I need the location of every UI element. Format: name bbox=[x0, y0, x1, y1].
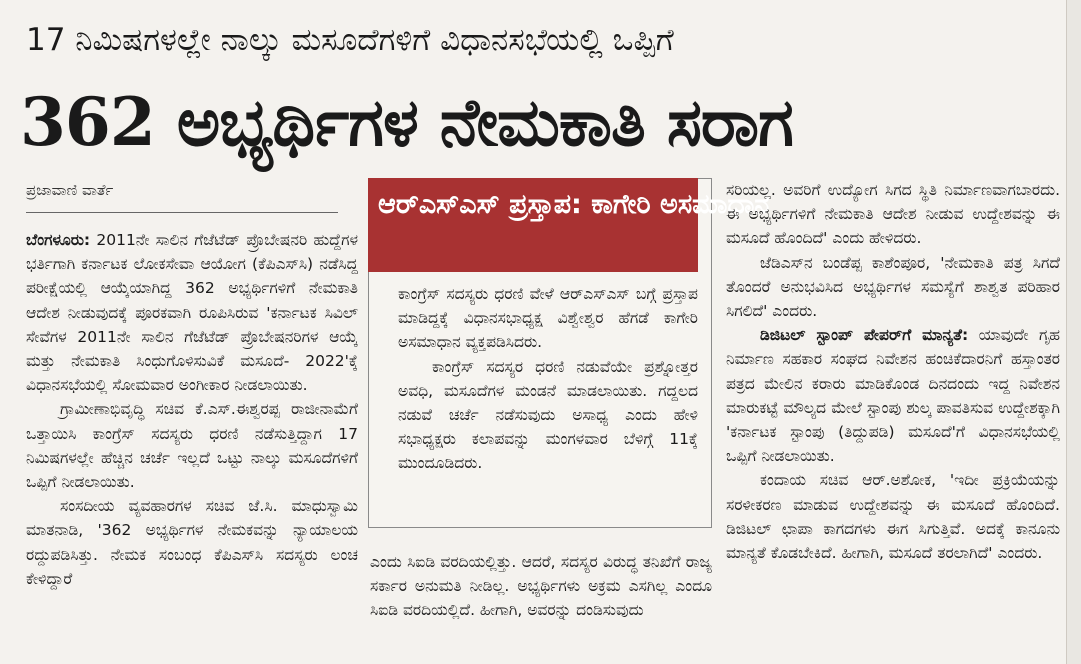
paragraph-text: 2011ನೇ ಸಾಲಿನ ಗೆಜೆಟೆಡ್ ಪ್ರೊಬೇಷನರಿ ಹುದ್ದೆಗಳ ಭರ್ತಿಗಾಗಿ ಕರ್ನಾಟಕ ಲೋಕಸೇವಾ ಆಯೋಗ (ಕೆಪಿಎಸ್‌ಸಿ) ನಡೆಸಿದ್ದ ಪರೀಕ್ಷೆಯಲ್ಲಿ ಆಯ್ಕೆಯಾಗಿದ್ದ 362 ಅಭ್ಯರ್ಥಿಗಳಿಗೆ ನೇಮಕಾತಿ ಆದೇಶ ನೀಡುವುದಕ್ಕೆ ಪೂರಕವಾಗಿ ರೂಪಿಸಿರುವ 'ಕರ್ನಾಟಕ ಸಿವಿಲ್ ಸೇವೆಗಳ 2011ನೇ ಸಾಲಿನ ಗೆಜೆಟೆಡ್ ಪ್ರೊಬೇಷನರಿಗಳ ಆಯ್ಕೆ ಮತ್ತು ನೇಮಕಾತಿ ಸಿಂಧುಗೊಳಿಸುವಿಕೆ ಮಸೂದೆ- 2022'ಕ್ಕೆ ವಿಧಾನಸಭೆಯಲ್ಲಿ ಸೋಮವಾರ ಅಂಗೀಕಾರ ನೀಡಲಾಯಿತು. bbox=[26, 231, 358, 395]
article-paragraph: ಕಂದಾಯ ಸಚಿವ ಆರ್.ಅಶೋಕ, 'ಇದೀ ಪ್ರಕ್ರಿಯೆಯನ್ನು ಸರಳೀಕರಣ ಮಾಡುವ ಉದ್ದೇಶವನ್ನು ಈ ಮಸೂದೆ ಹೊಂದಿದೆ. ಡಿಜಿಟಲ್ ಛಾಪಾ ಕಾಗದಗಳು ಈಗ ಸಿಗುತ್ತಿವೆ. ಅದಕ್ಕೆ ಕಾನೂನು ಮಾನ್ಯತೆ ಕೊಡಬೇಕಿದೆ. ಹೀಗಾಗಿ, ಮಸೂದೆ ತರಲಾಗಿದೆ' ಎಂದರು. bbox=[726, 471, 1060, 563]
article-column-1 bbox=[26, 228, 358, 660]
adjacent-page-edge bbox=[1066, 0, 1081, 664]
article-column-3 bbox=[726, 178, 1060, 660]
article-paragraph: ಗ್ರಾಮೀಣಾಭಿವೃದ್ಧಿ ಸಚಿವ ಕೆ.ಎಸ್.ಈಶ್ವರಪ್ಪ ರಾಜೀನಾಮೆಗೆ ಒತ್ತಾಯಿಸಿ ಕಾಂಗ್ರೆಸ್ ಸದಸ್ಯರು ಧರಣಿ ನಡೆಸುತ್ತಿದ್ದಾಗ 17 ನಿಮಿಷಗಳಲ್ಲೇ ಹೆಚ್ಚಿನ ಚರ್ಚೆ ಇಲ್ಲದೆ ಒಟ್ಟು ನಾಲ್ಕು ಮಸೂದೆಗಳಿಗೆ ಒಪ್ಪಿಗೆ ನೀಡಲಾಯಿತು. bbox=[26, 400, 358, 492]
article-paragraph bbox=[726, 323, 1060, 468]
article-column-2-bottom bbox=[370, 550, 712, 660]
box-paragraph: ಕಾಂಗ್ರೆಸ್ ಸದಸ್ಯರ ಧರಣಿ ನಡುವೆಯೇ ಪ್ರಶ್ನೋತ್ತರ ಅವಧಿ, ಮಸೂದೆಗಳ ಮಂಡನೆ ಮಾಡಲಾಯಿತು. ಗದ್ದಲದ ನಡುವೆ ಚರ್ಚೆ ನಡೆಸುವುದು ಅಸಾಧ್ಯ ಎಂದು ಹೇಳಿ ಸಭಾಧ್ಯಕ್ಷರು ಕಲಾಪವನ್ನು ಮಂಗಳವಾರ ಬೆಳಿಗ್ಗೆ 11ಕ್ಕೆ ಮುಂದೂಡಿದರು. bbox=[398, 357, 698, 473]
article-paragraph: ಸಂಸದೀಯ ವ್ಯವಹಾರಗಳ ಸಚಿವ ಜೆ.ಸಿ. ಮಾಧುಸ್ವಾಮಿ ಮಾತನಾಡಿ, '362 ಅಭ್ಯರ್ಥಿಗಳ ನೇಮಕವನ್ನು ನ್ಯಾಯಾಲಯ ರದ್ದುಪಡಿಸಿತ್ತು. ನೇಮಕ ಸಂಬಂಧ ಕೆಪಿಎಸ್‌ಸಿ ಸದಸ್ಯರು ಲಂಚ ಕೇಳಿದ್ದಾರೆ bbox=[26, 497, 358, 588]
byline: ಪ್ರಜಾವಾಣಿ ವಾರ್ತೆ bbox=[26, 181, 114, 199]
paragraph-text: ಯಾವುದೇ ಗೃಹ ನಿರ್ಮಾಣ ಸಹಕಾರ ಸಂಘದ ನಿವೇಶನ ಹಂಚಿಕೆದಾರನಿಗೆ ಹಸ್ತಾಂತರ ಪತ್ರದ ಮೇಲಿನ ಕರಾರು ಮಾಡಿಕೊಂಡ ದಿನದಂದು ಇದ್ದ ನಿವೇಶನ ಮಾರುಕಟ್ಟೆ ಮೌಲ್ಯದ ಮೇಲೆ ಸ್ಟಾಂಪು ಶುಲ್ಕ ಪಾವತಿಸುವ ಉದ್ದೇಶಕ್ಕಾಗಿ 'ಕರ್ನಾಟಕ ಸ್ಟಾಂಪು (ತಿದ್ದುಪಡಿ) ಮಸೂದೆ'ಗೆ ವಿಧಾನಸಭೆಯಲ್ಲಿ ಒಪ್ಪಿಗೆ ನೀಡಲಾಯಿತು. bbox=[726, 326, 1060, 466]
sidebar-box-body bbox=[398, 282, 698, 522]
byline-divider bbox=[26, 212, 338, 213]
dateline: ಬೆಂಗಳೂರು: bbox=[26, 231, 91, 249]
article-paragraph bbox=[26, 228, 358, 397]
article-paragraph: ಎಂದು ಸಿಐಡಿ ವರದಿಯಲ್ಲಿತ್ತು. ಆದರೆ, ಸದಸ್ಯರ ವಿರುದ್ಧ ತನಿಖೆಗೆ ರಾಜ್ಯ ಸರ್ಕಾರ ಅನುಮತಿ ನೀಡಿಲ್ಲ. ಅಭ್ಯರ್ಥಿಗಳು ಅಕ್ರಮ ಎಸಗಿಲ್ಲ ಎಂದೂ ಸಿಐಡಿ ವರದಿಯಲ್ಲಿದೆ. ಹೀಗಾಗಿ, ಅವರನ್ನು ದಂಡಿಸುವುದು bbox=[370, 553, 712, 620]
article-paragraph: ಜೆಡಿಎಸ್‌ನ ಬಂಡೆಪ್ಪ ಕಾಶೆಂಪೂರ, 'ನೇಮಕಾತಿ ಪತ್ರ ಸಿಗದೆ ತೊಂದರೆ ಅನುಭವಿಸಿದ ಅಭ್ಯರ್ಥಿಗಳ ಸಮಸ್ಯೆಗೆ ಶಾಶ್ವತ ಪರಿಹಾರ ಸಿಗಲಿದೆ' ಎಂದರು. bbox=[726, 253, 1060, 321]
box-paragraph: ಕಾಂಗ್ರೆಸ್ ಸದಸ್ಯರು ಧರಣಿ ವೇಳೆ ಆರ್‌ಎಸ್‌ಎಸ್ ಬಗ್ಗೆ ಪ್ರಸ್ತಾಪ ಮಾಡಿದ್ದಕ್ಕೆ ವಿಧಾನಸಭಾಧ್ಯಕ್ಷ ವಿಶ್ವೇಶ್ವರ ಹೆಗಡೆ ಕಾಗೇರಿ ಅಸಮಾಧಾನ ವ್ಯಕ್ತಪಡಿಸಿದರು. bbox=[398, 285, 698, 352]
kicker-headline: 17 ನಿಮಿಷಗಳಲ್ಲೇ ನಾಲ್ಕು ಮಸೂದೆಗಳಿಗೆ ವಿಧಾನಸಭೆಯಲ್ಲಿ ಒಪ್ಪಿಗೆ bbox=[26, 22, 674, 58]
main-headline: 362 ಅಭ್ಯರ್ಥಿಗಳ ನೇಮಕಾತಿ ಸರಾಗ bbox=[20, 83, 793, 161]
article-paragraph: ಸರಿಯಲ್ಲ. ಅವರಿಗೆ ಉದ್ಯೋಗ ಸಿಗದ ಸ್ಥಿತಿ ನಿರ್ಮಾಣವಾಗಬಾರದು. ಈ ಅಭ್ಯರ್ಥಿಗಳಿಗೆ ನೇಮಕಾತಿ ಆದೇಶ ನೀಡುವ ಉದ್ದೇಶವನ್ನು ಈ ಮಸೂದೆ ಹೊಂದಿದೆ' ಎಂದು ಹೇಳಿದರು. bbox=[726, 181, 1060, 248]
sidebar-box-title: ಆರ್‌ಎಸ್‌ಎಸ್ ಪ್ರಸ್ತಾಪ: ಕಾಗೇರಿ ಅಸಮಾಧಾನ bbox=[368, 178, 698, 272]
subhead: ಡಿಜಿಟಲ್ ಸ್ಟಾಂಪ್ ಪೇಪರ್‌ಗೆ ಮಾನ್ಯತೆ: bbox=[760, 326, 969, 345]
